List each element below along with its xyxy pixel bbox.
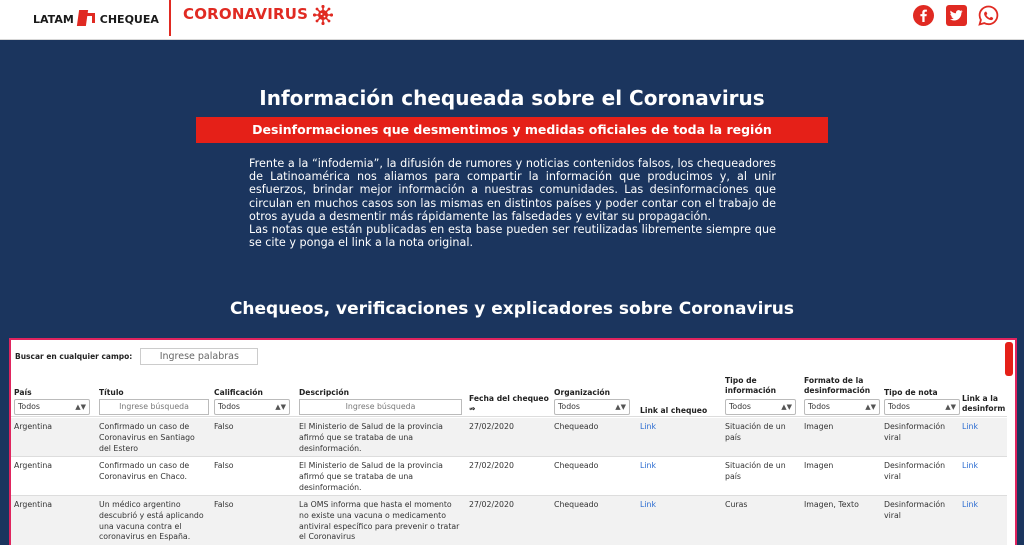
col-header-link-chequeo[interactable]: Link al chequeo	[640, 406, 708, 415]
cell-formato: Imagen, Texto	[804, 500, 859, 509]
link-chequeo[interactable]: Link	[640, 500, 656, 509]
cell-organizacion: Chequeado	[554, 500, 599, 509]
filter-pais-select[interactable]: Todos ▲▼	[14, 399, 90, 415]
whatsapp-icon[interactable]	[978, 5, 999, 26]
cell-descripcion: El Ministerio de Salud de la provincia afirmó que se trataba de una desinformación.	[299, 461, 443, 492]
table-row	[11, 418, 1007, 457]
top-bar	[0, 0, 1024, 40]
filter-titulo-input[interactable]: Ingrese búsqueda	[99, 399, 209, 415]
col-header-tipo-nota[interactable]: Tipo de nota	[884, 388, 938, 397]
global-search	[15, 348, 258, 365]
section-title: Chequeos, verificaciones y explicadores sobre Coronavirus	[229, 299, 795, 319]
col-header-titulo[interactable]: Título	[99, 388, 124, 397]
page-subtitle: Desinformaciones que desmentimos y medidas oficiales de toda la región	[196, 117, 828, 143]
col-header-descripcion[interactable]: Descripción	[299, 388, 349, 397]
cell-titulo: Confirmado un caso de Coronavirus en Chaco.	[99, 461, 190, 481]
cell-organizacion: Chequeado	[554, 461, 599, 470]
cell-tipo-nota: Desinformación viral	[884, 500, 946, 520]
cell-descripcion: La OMS informa que hasta el momento no existe una vacuna o medicamento antiviral específico para prevenir o tratar el Coronavirus	[299, 500, 460, 542]
logo-mark-icon	[78, 9, 96, 29]
cell-calificacion: Falso	[214, 461, 234, 470]
coronavirus-icon	[313, 5, 333, 25]
col-header-tipo-informacion[interactable]: Tipo de información	[725, 376, 777, 395]
logo-text-latam: LATAM	[33, 12, 74, 26]
cell-tipo-nota: Desinformación viral	[884, 422, 946, 442]
search-label: Buscar en cualquier campo:	[15, 352, 133, 361]
filter-organizacion-select[interactable]: Todos ▲▼	[554, 399, 630, 415]
cell-organizacion: Chequeado	[554, 422, 599, 431]
cell-fecha: 27/02/2020	[469, 500, 514, 509]
scrollbar-thumb[interactable]	[1005, 342, 1013, 376]
cell-tipo-nota: Desinformación viral	[884, 461, 946, 481]
filter-calificacion-select[interactable]: Todos ▲▼	[214, 399, 290, 415]
cell-calificacion: Falso	[214, 500, 234, 509]
cell-titulo: Confirmado un caso de Coronavirus en Santiago del Estero	[99, 422, 195, 453]
filter-formato-select[interactable]: Todos ▲▼	[804, 399, 880, 415]
twitter-icon[interactable]	[946, 5, 967, 26]
filter-descripcion-input[interactable]: Ingrese búsqueda	[299, 399, 462, 415]
filter-tipo-nota-select[interactable]: Todos ▲▼	[884, 399, 960, 415]
link-chequeo[interactable]: Link	[640, 461, 656, 470]
cell-tipo-informacion: Curas	[725, 500, 748, 509]
cell-formato: Imagen	[804, 422, 834, 431]
table-row	[11, 496, 1007, 545]
sort-icon[interactable]: ⇏	[469, 404, 476, 413]
col-header-fecha[interactable]: Fecha del chequeo ⇏	[469, 394, 549, 413]
logo-text-chequea: CHEQUEA	[99, 12, 159, 26]
link-desinformacion[interactable]: Link	[962, 422, 978, 431]
search-input[interactable]: Ingrese palabras	[140, 348, 258, 365]
filter-tipo-informacion-select[interactable]: Todos ▲▼	[725, 399, 796, 415]
intro-paragraph-1: Frente a la “infodemia”, la difusión de rumores y noticias contenidos falsos, los chequeadores de Latinoamérica nos aliamos para compartir la información que producimos y, al unir esfuerzos, brindar mejor información a nuestras comunidades. Las desinformaciones que circulan en muchos casos son las mismas en distintos países y poder contar con el trabajo de otros ayuda a desmentir más rápidamente las falsedades y evitar su propagación.	[249, 157, 776, 223]
intro-text	[249, 157, 776, 249]
cell-calificacion: Falso	[214, 422, 234, 431]
cell-fecha: 27/02/2020	[469, 422, 514, 431]
cell-fecha: 27/02/2020	[469, 461, 514, 470]
cell-descripcion: El Ministerio de Salud de la provincia afirmó que se trataba de una desinformación.	[299, 422, 443, 453]
link-chequeo[interactable]: Link	[640, 422, 656, 431]
checks-table-panel	[9, 338, 1017, 545]
col-header-pais[interactable]: País	[14, 388, 32, 397]
cell-formato: Imagen	[804, 461, 834, 470]
brand-title: CORONAVIRUS	[183, 5, 309, 23]
col-header-link-desinformacion[interactable]: Link a la desinform	[962, 394, 1006, 413]
page-title: Información chequeada sobre el Coronavirus	[259, 86, 765, 110]
cell-tipo-informacion: Situación de un país	[725, 461, 786, 481]
link-desinformacion[interactable]: Link	[962, 500, 978, 509]
col-header-formato[interactable]: Formato de la desinformación	[804, 376, 871, 395]
col-header-calificacion[interactable]: Calificación	[214, 388, 263, 397]
cell-pais: Argentina	[14, 461, 53, 470]
intro-paragraph-2: Las notas que están publicadas en esta base pueden ser reutilizadas libremente siempre que se cite y ponga el link a la nota original.	[249, 223, 776, 250]
cell-tipo-informacion: Situación de un país	[725, 422, 786, 442]
header-divider	[169, 0, 171, 36]
col-header-organizacion[interactable]: Organización	[554, 388, 611, 397]
cell-titulo: Un médico argentino descubrió y está aplicando una vacuna contra el coronavirus en España.	[99, 500, 204, 542]
cell-pais: Argentina	[14, 500, 53, 509]
latam-chequea-logo[interactable]	[33, 9, 159, 29]
table-header	[11, 372, 1007, 417]
cell-pais: Argentina	[14, 422, 53, 431]
link-desinformacion[interactable]: Link	[962, 461, 978, 470]
facebook-icon[interactable]	[913, 5, 934, 26]
table-row	[11, 457, 1007, 496]
